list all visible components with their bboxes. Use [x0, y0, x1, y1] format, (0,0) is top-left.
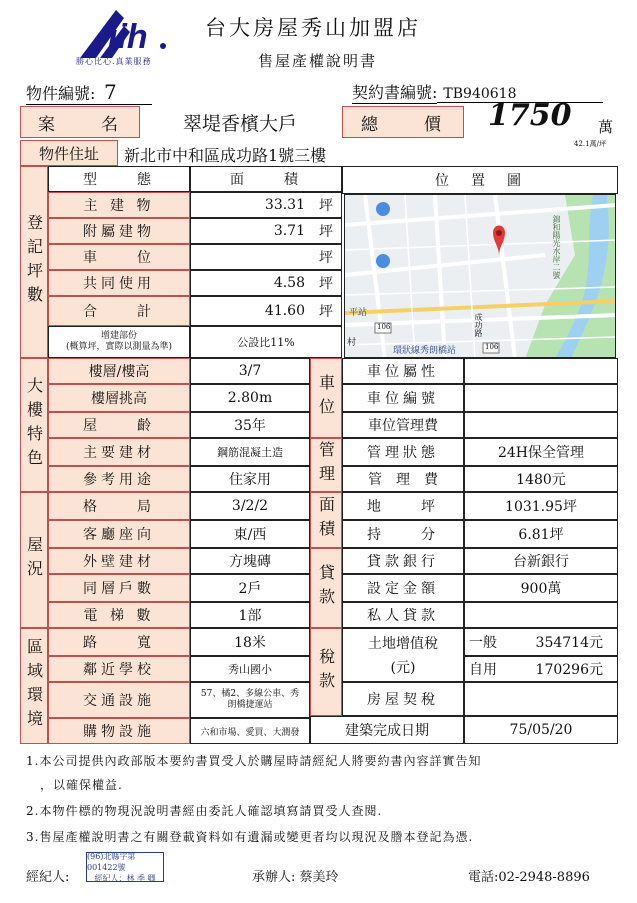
park-label-fee: 車位管理費 — [342, 412, 464, 438]
slogan: 勝心比心.真業服務 — [76, 57, 152, 66]
map-label-route2: 106 — [485, 343, 499, 351]
map-label-road: 錦和陽光水岸二號 — [552, 215, 561, 279]
region-label-road: 路 寬 — [48, 628, 190, 656]
section-house: 屋況 — [20, 492, 48, 628]
house-label-layout: 格 局 — [48, 492, 190, 520]
park-value-number — [464, 384, 618, 412]
bld-label-usage: 參考用途 — [48, 466, 190, 492]
loan-value-amount: 900萬 — [464, 574, 618, 602]
phone: 電話:02-2948-8896 — [468, 870, 590, 885]
agent-stamp: (96)北縣字第001422號 經紀人：林 季 卿 — [86, 852, 164, 882]
handler: 承辦人: 蔡美玲 — [252, 870, 339, 885]
map-title: 位 置 圖 — [342, 166, 618, 194]
section-loan: 貸款 — [310, 548, 342, 628]
address: 新北市中和區成功路1號三樓 — [124, 146, 327, 165]
house-value-facing: 東/西 — [190, 520, 310, 548]
note-1: 1.本公司提供內政部版本要約書買受人於購屋時請經紀人將要約書內容詳實告知 — [26, 754, 482, 768]
section-region: 區域環境 — [20, 628, 48, 744]
reg-value-main: 33.31 坪 — [190, 192, 342, 218]
area-value-land: 1031.95坪 — [464, 492, 618, 520]
price-unit: 萬 — [598, 118, 614, 136]
mgmt-label-status: 管理狀態 — [342, 438, 464, 466]
land-tax-label: 土地增值稅 (元) — [342, 628, 464, 682]
note-3: 3.售屋產權說明書之有關登載資料如有遺漏或變更者均以現況及謄本登記為憑. — [26, 830, 474, 844]
total-price-label: 總 價 — [342, 106, 464, 138]
object-number: 物件編號: 7 — [26, 80, 152, 105]
map-label-place2: 村 — [347, 338, 357, 348]
bld-value-usage: 住家用 — [190, 466, 310, 492]
case-label: 案 名 — [20, 106, 140, 138]
unit-price-note: 42.1萬/坪 — [574, 140, 606, 148]
park-label-type: 車位屬性 — [342, 358, 464, 384]
mgmt-value-fee: 1480元 — [464, 466, 618, 492]
reg-value-annex: 3.71 坪 — [190, 218, 342, 244]
area-value-share: 6.81坪 — [464, 520, 618, 548]
public-ratio: 公設比11% — [190, 326, 342, 358]
park-label-number: 車位編號 — [342, 384, 464, 412]
built-date-label: 建築完成日期 — [310, 716, 464, 744]
map-label-place1: 平站 — [349, 308, 368, 318]
deed-tax-value — [464, 682, 618, 716]
reg-label-annex: 附屬建物 — [48, 218, 190, 244]
park-value-type — [464, 358, 618, 384]
region-value-road: 18米 — [190, 628, 310, 656]
reg-value-parking: 坪 — [190, 244, 342, 270]
loan-value-private — [464, 602, 618, 628]
bld-value-material: 鋼筋混凝土造 — [190, 438, 310, 466]
note-1-cont: ，以確保權益. — [40, 778, 123, 792]
reg-value-total: 41.60 坪 — [190, 296, 342, 326]
house-value-layout: 3/2/2 — [190, 492, 310, 520]
loan-label-amount: 設定金額 — [342, 574, 464, 602]
col-area: 面 積 — [190, 166, 342, 192]
house-label-elevator: 電 梯 數 — [48, 602, 190, 628]
house-label-wall: 外壁建材 — [48, 548, 190, 574]
bld-label-floor: 樓層/樓高 — [48, 358, 190, 384]
region-label-school: 鄰近學校 — [48, 656, 190, 682]
region-value-school: 秀山國小 — [190, 656, 310, 682]
section-management: 管理 — [310, 438, 342, 492]
total-price: 1750 — [488, 98, 572, 133]
region-label-transport: 交通設施 — [48, 682, 190, 718]
mgmt-label-fee: 管 理 費 — [342, 466, 464, 492]
section-tax: 稅款 — [310, 628, 342, 716]
house-value-elevator: 1部 — [190, 602, 310, 628]
loan-value-bank: 台新銀行 — [464, 548, 618, 574]
reg-label-common: 共同使用 — [48, 270, 190, 296]
addon-note: 增建部份 (概算坪，實際以測量為準) — [48, 326, 190, 358]
reg-label-total: 合 計 — [48, 296, 190, 326]
case-name: 翠堤香檳大戶 — [182, 112, 297, 135]
built-date-value: 75/05/20 — [464, 716, 618, 744]
bld-label-height: 樓層挑高 — [48, 384, 190, 412]
region-value-transport: 57、橘2、多線公車、秀朗橋捷運站 — [190, 682, 310, 718]
map-label-route1: 106 — [377, 323, 391, 331]
svg-text:iih: iih — [108, 18, 148, 56]
col-type: 型 態 — [48, 166, 190, 192]
address-label: 物件住址 — [20, 140, 118, 166]
region-value-shopping: 六和市場、愛買、大潤發 — [190, 718, 310, 744]
house-value-wall: 方塊磚 — [190, 548, 310, 574]
loan-label-private: 私人貸款 — [342, 602, 464, 628]
map-label-place3: 成功路 — [474, 313, 483, 337]
area-label-share: 持 分 — [342, 520, 464, 548]
location-map[interactable] — [344, 194, 616, 358]
mgmt-value-status: 24H保全管理 — [464, 438, 618, 466]
section-parking: 車位 — [310, 358, 342, 438]
map-label-station: 環狀線秀朗橋站 — [393, 346, 457, 356]
section-area: 面積 — [310, 492, 342, 548]
agent-label: 經紀人: — [26, 870, 70, 885]
section-building: 大樓特色 — [20, 358, 48, 492]
region-label-shopping: 購物設施 — [48, 718, 190, 744]
deed-tax-label: 房屋契稅 — [342, 682, 464, 716]
area-label-land: 地 坪 — [342, 492, 464, 520]
bld-value-age: 35年 — [190, 412, 310, 438]
house-label-units: 同層戶數 — [48, 574, 190, 602]
contract-number: 契約書編號: TB940618 — [352, 80, 603, 104]
reg-value-common: 4.58 坪 — [190, 270, 342, 296]
reg-label-main: 主 建 物 — [48, 192, 190, 218]
bld-label-age: 屋 齡 — [48, 412, 190, 438]
document-title: 售屋產權說明書 — [258, 52, 378, 70]
bld-value-floor: 3/7 — [190, 358, 310, 384]
park-value-fee — [464, 412, 618, 438]
land-tax-self: 自用 170296元 — [464, 656, 618, 682]
loan-label-bank: 貸款銀行 — [342, 548, 464, 574]
company-name: 台大房屋秀山加盟店 — [205, 16, 421, 40]
bld-label-material: 主要建材 — [48, 438, 190, 466]
house-value-units: 2戶 — [190, 574, 310, 602]
reg-label-parking: 車 位 — [48, 244, 190, 270]
land-tax-general: 一般 354714元 — [464, 628, 618, 656]
section-registration: 登記坪數 — [20, 166, 48, 358]
bld-value-height: 2.80m — [190, 384, 310, 412]
note-2: 2.本物件標的物現況說明書經由委託人確認填寫請買受人查閱. — [26, 804, 383, 818]
house-label-facing: 客廳座向 — [48, 520, 190, 548]
